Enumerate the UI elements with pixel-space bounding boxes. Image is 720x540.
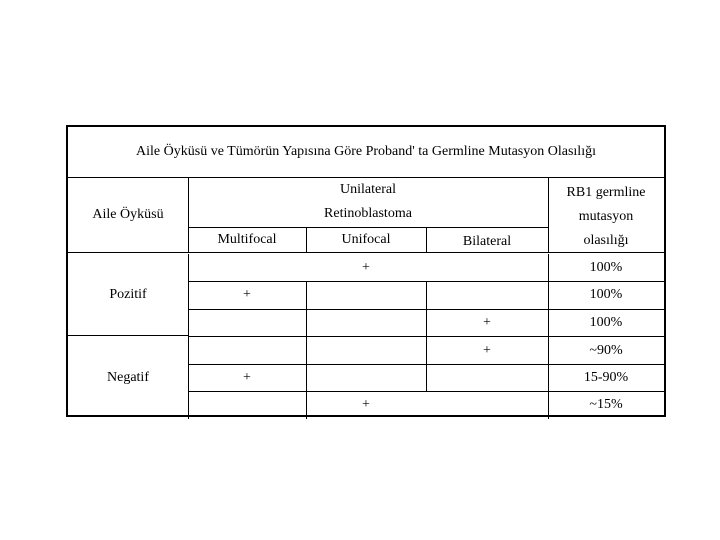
group-positive: Pozitif [109,287,147,302]
header-multifocal: Multifocal [217,231,277,247]
grid-line [306,227,307,252]
group-negative: Negatif [107,370,149,385]
header-rb1-line3: olasılığı [583,232,629,248]
row-6-probability: ~15% [589,396,623,412]
row-1-unifocal: + [362,259,370,275]
header-unilateral-line1: Unilateral [340,182,396,197]
row-5-multifocal: + [243,369,251,385]
grid-line [426,281,427,309]
header-unilateral [188,177,548,227]
header-unilateral-line2: Retinoblastoma [324,206,412,221]
mutation-probability-table [66,125,666,417]
grid-line [188,177,189,252]
grid-line [188,336,664,337]
grid-line [306,281,548,282]
grid-line [548,281,664,282]
row-3-bilateral: + [483,314,491,330]
row-2-multifocal: + [243,286,251,302]
grid-line [188,364,664,365]
grid-line [426,309,427,391]
row-6-unifocal: + [362,396,370,412]
table-title: Aile Öyküsü ve Tümörün Yapısına Göre Proband' ta Germline Mutasyon Olasılığı [68,127,664,178]
grid-line [188,252,664,253]
header-family-history: Aile Öyküsü [92,206,164,222]
row-5-probability: 15-90% [583,369,629,385]
grid-line [426,227,427,252]
grid-line [306,281,307,419]
grid-line [188,281,306,282]
grid-line [548,177,549,252]
grid-line [188,309,664,310]
grid-line [188,227,548,228]
header-rb1-line1: RB1 germline [566,184,646,200]
row-4-bilateral: + [483,342,491,358]
grid-line [188,391,664,392]
row-2-probability: 100% [589,286,623,302]
row-4-probability: ~90% [589,342,623,358]
row-3-probability: 100% [589,314,623,330]
grid-line [68,335,188,336]
row-1-probability: 100% [589,259,623,275]
header-bilateral: Bilateral [462,234,512,249]
header-rb1-probability [548,179,664,254]
header-unifocal: Unifocal [341,231,391,247]
grid-line [68,252,188,253]
header-rb1-line2: mutasyon [578,208,634,224]
